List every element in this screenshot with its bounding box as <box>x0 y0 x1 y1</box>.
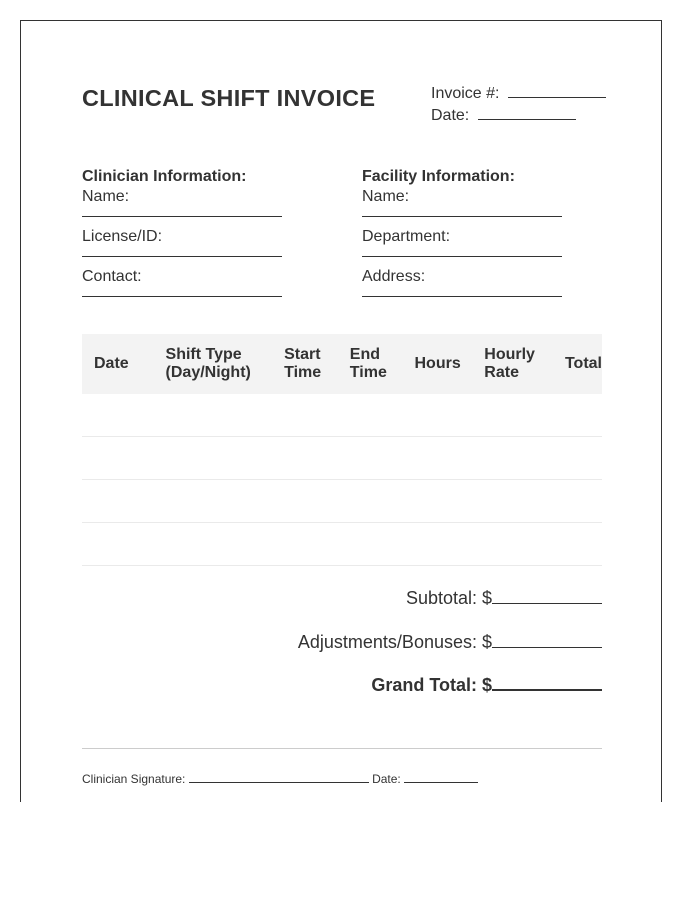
facility-address-field[interactable] <box>362 287 562 297</box>
facility-department-label: Department: <box>362 228 451 245</box>
table-cell[interactable] <box>154 437 273 480</box>
table-row <box>82 523 602 566</box>
footer-divider <box>82 748 602 749</box>
table-cell[interactable] <box>338 437 403 480</box>
facility-address-label: Address: <box>362 268 426 285</box>
subtotal-field[interactable] <box>492 589 602 604</box>
col-header-hourly-rate: Hourly Rate <box>472 334 553 394</box>
table-cell[interactable] <box>472 523 553 566</box>
table-cell[interactable] <box>403 480 473 523</box>
signature-date-field[interactable] <box>404 773 478 783</box>
table-row <box>82 437 602 480</box>
table-cell[interactable] <box>553 480 602 523</box>
shift-table <box>82 334 602 566</box>
facility-info-heading: Facility Information: <box>362 168 515 185</box>
col-header-date: Date <box>82 334 154 394</box>
table-cell[interactable] <box>338 480 403 523</box>
signature-row <box>82 772 478 786</box>
table-cell[interactable] <box>154 480 273 523</box>
table-cell[interactable] <box>403 394 473 437</box>
table-cell[interactable] <box>82 523 154 566</box>
table-cell[interactable] <box>82 480 154 523</box>
adjustments-field[interactable] <box>492 633 602 648</box>
table-cell[interactable] <box>403 523 473 566</box>
shift-table-header-row <box>82 334 602 394</box>
clinician-info-heading: Clinician Information: <box>82 168 247 185</box>
table-cell[interactable] <box>82 437 154 480</box>
table-cell[interactable] <box>553 394 602 437</box>
subtotal-label: Subtotal: $ <box>405 588 492 608</box>
table-cell[interactable] <box>154 394 273 437</box>
facility-info-section <box>362 167 602 297</box>
table-row <box>82 480 602 523</box>
invoice-page <box>20 20 662 802</box>
invoice-number-field[interactable] <box>508 85 606 98</box>
table-cell[interactable] <box>472 480 553 523</box>
clinician-info-section <box>82 167 322 297</box>
col-header-shift-type: Shift Type (Day/Night) <box>154 334 273 394</box>
table-cell[interactable] <box>403 437 473 480</box>
col-header-hours: Hours <box>403 334 473 394</box>
grand-total-label: Grand Total: $ <box>371 675 492 695</box>
invoice-number-row <box>431 83 606 105</box>
signature-date-label: Date: <box>372 772 401 786</box>
table-cell[interactable] <box>272 394 338 437</box>
clinician-signature-field[interactable] <box>189 773 369 783</box>
table-cell[interactable] <box>272 523 338 566</box>
table-cell[interactable] <box>472 394 553 437</box>
table-row <box>82 394 602 437</box>
col-header-end-time: End Time <box>338 334 403 394</box>
invoice-date-row <box>431 105 606 127</box>
table-cell[interactable] <box>472 437 553 480</box>
clinician-name-label: Name: <box>82 188 130 205</box>
invoice-meta <box>431 83 606 127</box>
clinician-signature-label: Clinician Signature: <box>82 772 186 786</box>
invoice-date-field[interactable] <box>478 107 576 120</box>
invoice-number-label: Invoice #: <box>431 85 500 102</box>
facility-department-field[interactable] <box>362 247 562 257</box>
facility-name-field[interactable] <box>362 207 562 217</box>
table-cell[interactable] <box>338 523 403 566</box>
invoice-title: CLINICAL SHIFT INVOICE <box>82 85 376 111</box>
grand-total-row <box>371 675 602 696</box>
invoice-date-label: Date: <box>431 107 470 124</box>
clinician-name-field[interactable] <box>82 207 282 217</box>
clinician-license-label: License/ID: <box>82 228 163 245</box>
adjustments-row <box>298 632 602 653</box>
col-header-total: Total <box>553 334 602 394</box>
clinician-contact-label: Contact: <box>82 268 142 285</box>
table-cell[interactable] <box>154 523 273 566</box>
table-cell[interactable] <box>82 394 154 437</box>
table-cell[interactable] <box>272 437 338 480</box>
table-cell[interactable] <box>338 394 403 437</box>
facility-name-label: Name: <box>362 188 410 205</box>
subtotal-row <box>406 588 602 609</box>
table-cell[interactable] <box>553 437 602 480</box>
table-cell[interactable] <box>272 480 338 523</box>
clinician-contact-field[interactable] <box>82 287 282 297</box>
col-header-start-time: Start Time <box>272 334 338 394</box>
table-cell[interactable] <box>553 523 602 566</box>
clinician-license-field[interactable] <box>82 247 282 257</box>
adjustments-label: Adjustments/Bonuses: $ <box>297 632 492 652</box>
grand-total-field[interactable] <box>492 675 602 691</box>
